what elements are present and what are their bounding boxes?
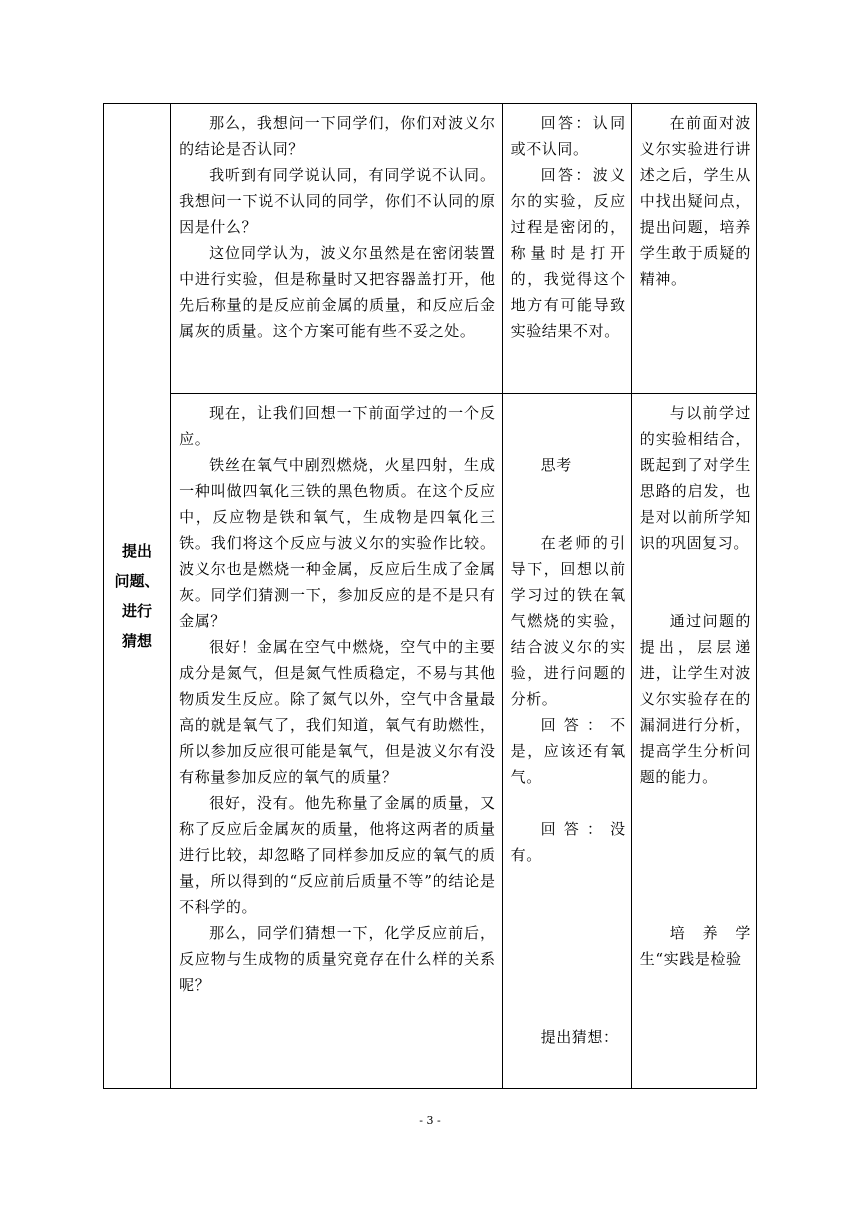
student-paragraph: 回答：不是，应该还有氧气。 (510, 716, 626, 786)
page-number: - 3 - (419, 1114, 441, 1127)
teacher-paragraph: 那么，同学们猜想一下，化学反应前后，反应物与生成物的质量究竟存在什么样的关系呢？ (179, 924, 496, 994)
teacher-paragraph: 那么，我想问一下同学们，你们对波义尔的结论是否认同？ (179, 114, 496, 158)
table-row (104, 104, 757, 394)
teacher-paragraph: 很好，没有。他先称量了金属的质量，又称了反应后金属灰的质量，他将这两者的质量进行比较，却忽略了同样参加反应的氧气的质量，所以得到的“反应前后质量不等”的结论是不科学的。 (179, 794, 496, 916)
student-paragraph: 提出猜想： (540, 1028, 619, 1046)
student-activity-cell (502, 104, 631, 394)
intent-paragraph: 在前面对波义尔实验进行讲述之后，学生从中找出疑问点，提出问题，培养学生敢于质疑的精神。 (639, 114, 751, 288)
design-intent-cell (631, 104, 756, 394)
lesson-plan-table (103, 103, 757, 1089)
student-activity-cell (502, 394, 631, 1089)
teacher-paragraph: 现在，让我们回想一下前面学过的一个反应。 (179, 404, 496, 448)
student-paragraph: 回答：认同或不认同。 (510, 114, 626, 158)
teacher-paragraph: 这位同学认为，波义尔虽然是在密闭装置中进行实验，但是称量时又把容器盖打开，他先后称量的是反应前金属的质量，和反应后金属灰的质量。这个方案可能有些不妥之处。 (179, 244, 496, 340)
intent-paragraph: 与以前学过的实验相结合，既起到了对学生思路的启发，也是对以前所学知识的巩固复习。 (639, 404, 751, 552)
teacher-paragraph: 铁丝在氧气中剧烈燃烧，火星四射，生成一种叫做四氧化三铁的黑色物质。在这个反应中，反应物是铁和氧气，生成物是四氧化三铁。我们将这个反应与波义尔的实验作比较。波义尔也是燃烧一种金属，反应后生成了金属灰。同学们猜测一下，参加反应的是不是只有金属？ (179, 456, 496, 630)
design-intent-cell (631, 394, 756, 1089)
teacher-activity-cell (171, 104, 503, 394)
student-paragraph: 思考 (540, 456, 572, 474)
stage-label: 提出 问题、 进行 猜想 (114, 542, 160, 650)
intent-paragraph: 培养学生“实践是检验 (639, 924, 751, 968)
student-paragraph: 回答：没有。 (510, 820, 626, 864)
stage-cell (104, 104, 171, 1089)
teacher-paragraph: 很好！金属在空气中燃烧，空气中的主要成分是氮气，但是氮气性质稳定，不易与其他物质发生反应。除了氮气以外，空气中含量最高的就是氧气了，我们知道，氧气有助燃性，所以参加反应很可能是氧气，但是波义尔有没有称量参加反应的氧气的质量？ (179, 638, 496, 786)
intent-paragraph: 通过问题的提出，层层递进，让学生对波义尔实验存在的漏洞进行分析，提高学生分析问题的能力。 (639, 612, 751, 786)
student-paragraph: 回答：波义尔的实验，反应过程是密闭的，称量时是打开的，我觉得这个地方有可能导致实验结果不对。 (510, 166, 626, 340)
table-row (104, 394, 757, 1089)
teacher-paragraph: 我听到有同学说认同，有同学说不认同。我想问一下说不认同的同学，你们不认同的原因是什么？ (179, 166, 496, 236)
student-paragraph: 在老师的引导下，回想以前学习过的铁在氧气燃烧的实验，结合波义尔的实验，进行问题的分析。 (510, 534, 626, 708)
teacher-activity-cell (171, 394, 503, 1089)
